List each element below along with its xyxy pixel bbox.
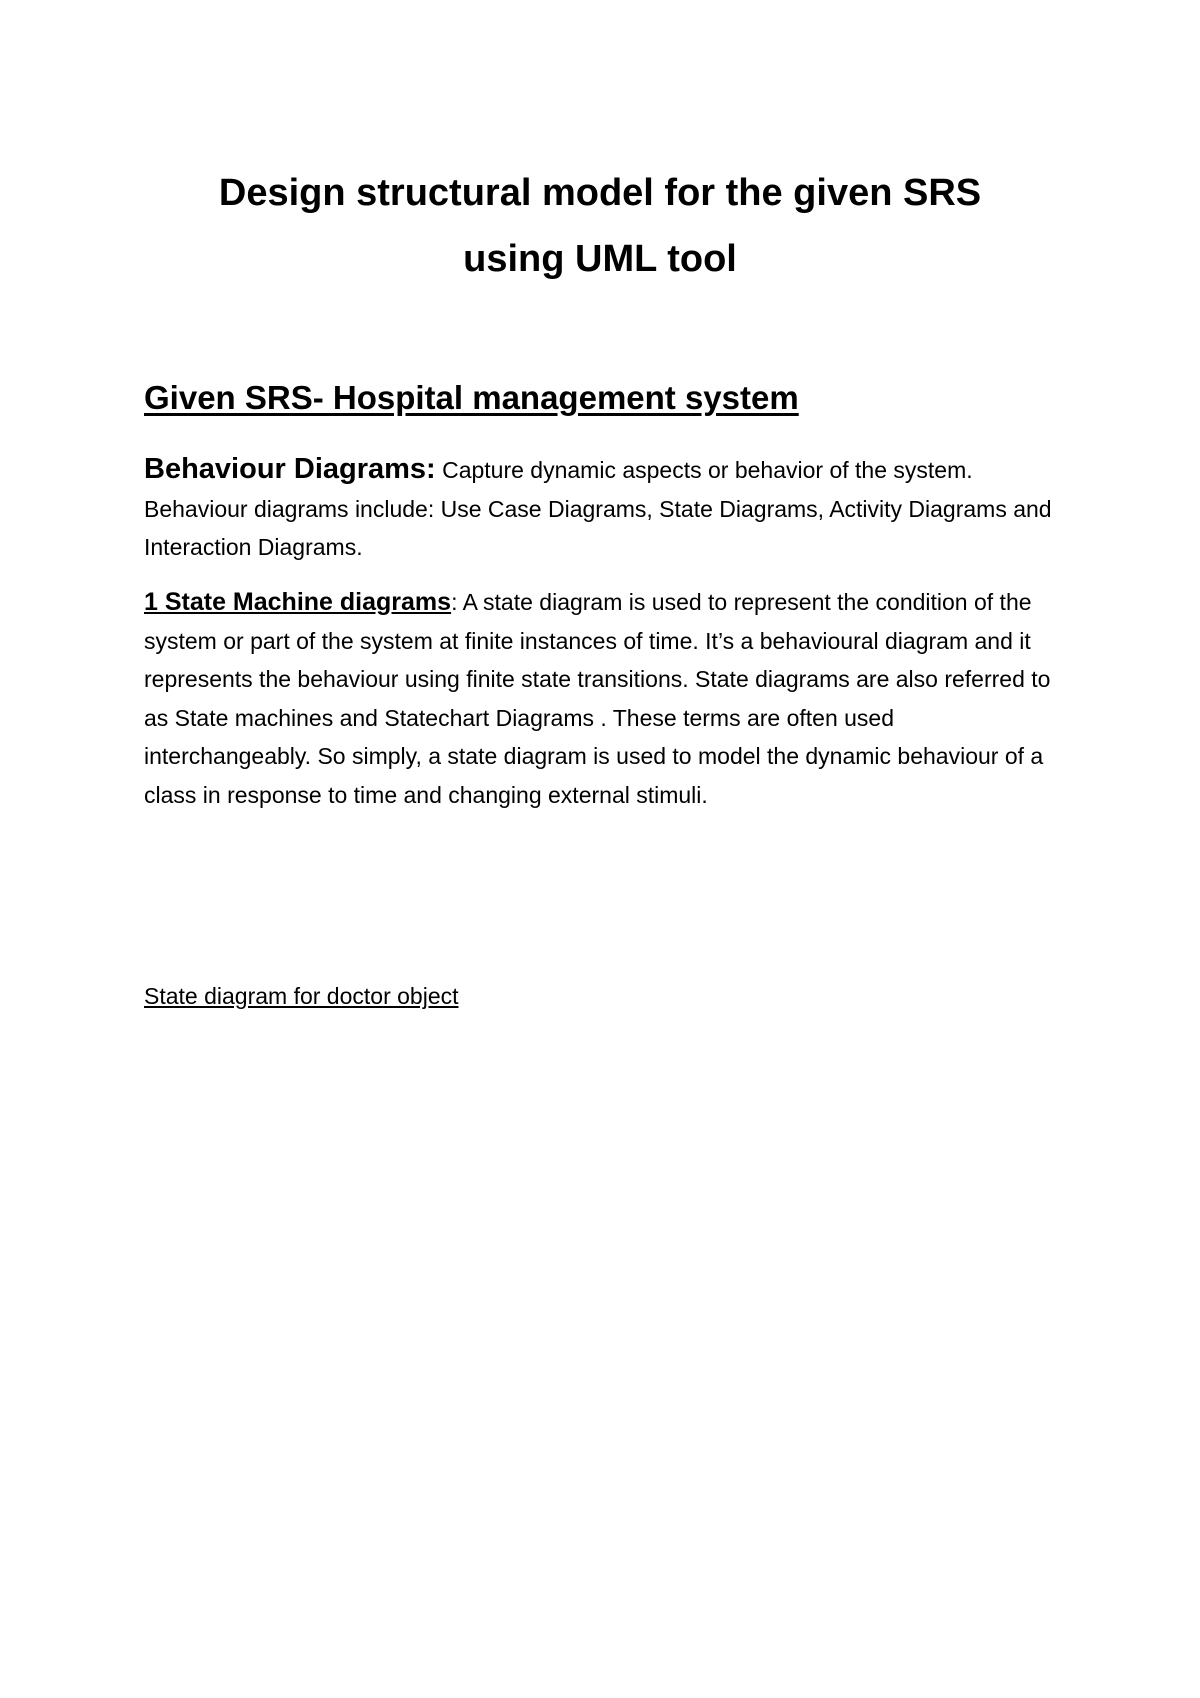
state-machine-paragraph [144, 583, 1064, 814]
state-machine-text: : A state diagram is used to represent the condition of the system or part of the system at finite instances of time. It’s a behavioural diagram and it represents the behaviour using finite state transitions. State diagrams are also referred to as State machines and Statechart Diagrams . These terms are often used interchangeably. So simply, a state diagram is used to model the dynamic behaviour of a class in response to time and changing external stimuli. [144, 589, 1051, 808]
page-title [0, 160, 1200, 292]
behaviour-paragraph [144, 450, 1064, 567]
behaviour-label: Behaviour Diagrams: [144, 453, 436, 485]
section-heading: Given SRS- Hospital management system [144, 379, 799, 416]
behaviour-text: Capture dynamic aspects or behavior of the system. Behaviour diagrams include: Use Case Diagrams, State Diagrams, Activity Diagrams and Interaction Diagrams. [144, 457, 1052, 560]
title-line-1: Design structural model for the given SRS [218, 172, 982, 214]
state-machine-label: 1 State Machine diagrams [144, 588, 452, 616]
figure-caption: State diagram for doctor object [144, 983, 459, 1009]
title-line-2: using UML tool [463, 238, 737, 280]
